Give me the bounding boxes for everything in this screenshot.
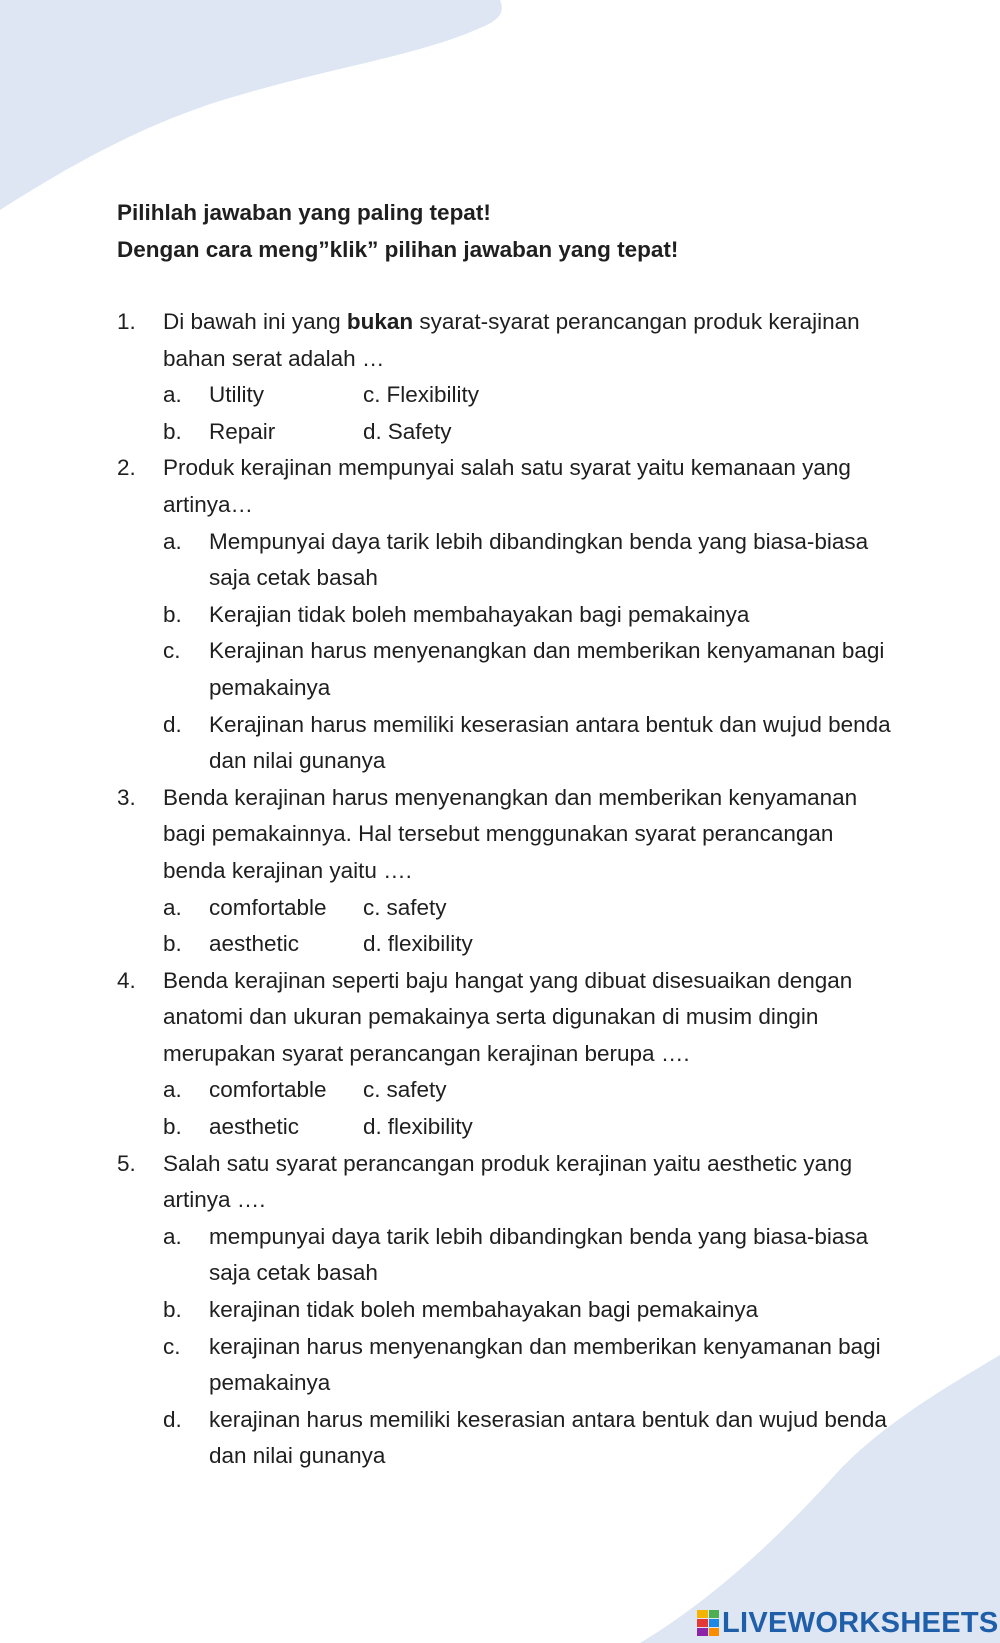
question-text-part: Benda kerajinan seperti baju hangat yang dibuat disesuaikan dengan anatomi dan ukuran pemakainya serta digunakan di musim dingin merupakan syarat perancangan kerajinan berupa ….	[163, 967, 853, 1066]
option-letter: d.	[363, 418, 382, 444]
question-text	[163, 1146, 897, 1219]
option-letter: c.	[363, 894, 381, 920]
question-4	[117, 963, 897, 1146]
logo-tile	[709, 1628, 720, 1636]
question-text	[163, 963, 897, 1073]
option-text: kerajinan tidak boleh membahayakan bagi pemakainya	[209, 1297, 759, 1323]
answer-option-a[interactable]	[163, 890, 363, 927]
option-letter: a.	[163, 894, 182, 920]
answer-option-a[interactable]	[163, 1072, 363, 1109]
answer-option-c[interactable]	[363, 377, 897, 414]
logo-tile	[697, 1619, 708, 1627]
option-letter: c.	[363, 1077, 381, 1103]
question-2	[117, 450, 897, 779]
option-text: Kerajian tidak boleh membahayakan bagi pemakainya	[209, 601, 750, 627]
option-letter: b.	[163, 1114, 182, 1140]
question-3	[117, 780, 897, 963]
logo-tile	[709, 1619, 720, 1627]
answer-options	[163, 1219, 897, 1475]
option-letter: b.	[163, 1297, 182, 1323]
liveworksheets-wordmark: LIVEWORKSHEETS	[722, 1606, 999, 1639]
option-text: Safety	[387, 418, 452, 444]
answer-option-c[interactable]	[363, 1072, 897, 1109]
answer-option-d[interactable]	[163, 1402, 897, 1475]
answer-option-a[interactable]	[163, 377, 363, 414]
answer-options	[163, 377, 897, 450]
option-text: Kerajinan harus menyenangkan dan memberikan kenyamanan bagi pemakainya	[209, 638, 885, 700]
option-letter: c.	[163, 638, 181, 664]
question-text-emphasis: bukan	[346, 309, 414, 334]
answer-option-c[interactable]	[363, 890, 897, 927]
question-number: 5.	[117, 1150, 136, 1176]
option-text: Flexibility	[386, 382, 480, 408]
answer-option-a[interactable]	[163, 524, 897, 597]
option-letter: b.	[163, 418, 182, 444]
liveworksheets-logo	[697, 1607, 999, 1639]
logo-tile	[709, 1610, 720, 1618]
option-text: safety	[386, 894, 447, 920]
question-row	[117, 1146, 897, 1219]
question-row	[117, 304, 897, 377]
option-pair-row	[163, 890, 897, 927]
answer-option-b[interactable]	[163, 1109, 363, 1146]
question-text-part: syarat-syarat perancangan produk kerajinan bahan serat adalah …	[163, 309, 860, 371]
option-letter: a.	[163, 1223, 182, 1249]
question-number: 2.	[117, 455, 136, 481]
instruction-line-1: Pilihlah jawaban yang paling tepat!	[117, 200, 491, 225]
answer-options	[163, 524, 897, 780]
question-text	[163, 780, 897, 890]
top-left-wave-shape	[0, 0, 502, 210]
option-pair-row	[163, 1072, 897, 1109]
question-text	[163, 450, 897, 523]
answer-option-d[interactable]	[163, 707, 897, 780]
option-letter: d.	[363, 1114, 382, 1140]
option-text: comfortable	[209, 1077, 327, 1103]
liveworksheets-logo-icon	[697, 1610, 719, 1636]
option-text: flexibility	[387, 1114, 473, 1140]
option-text: Repair	[209, 418, 276, 444]
question-row	[117, 963, 897, 1073]
instruction-line-2: Dengan cara meng”klik” pilihan jawaban yang tepat!	[117, 236, 679, 262]
question-text-part: Benda kerajinan harus menyenangkan dan memberikan kenyamanan bagi pemakainnya. Hal tersebut menggunakan syarat perancangan benda kerajinan yaitu ….	[163, 784, 858, 883]
question-number: 4.	[117, 967, 136, 993]
question-row	[117, 450, 897, 523]
option-letter: d.	[163, 711, 182, 737]
question-number: 3.	[117, 784, 136, 810]
option-text: mempunyai daya tarik lebih dibandingkan benda yang biasa-biasa saja cetak basah	[209, 1223, 869, 1286]
answer-option-b[interactable]	[163, 1292, 897, 1329]
question-number: 1.	[117, 309, 136, 334]
option-text: Utility	[209, 382, 264, 408]
answer-option-c[interactable]	[163, 633, 897, 706]
option-pair-row	[163, 926, 897, 963]
option-pair-row	[163, 1109, 897, 1146]
answer-option-b[interactable]	[163, 414, 363, 451]
option-text: Mempunyai daya tarik lebih dibandingkan benda yang biasa-biasa saja cetak basah	[209, 528, 869, 591]
question-text	[163, 304, 897, 377]
option-text: kerajinan harus menyenangkan dan memberikan kenyamanan bagi pemakainya	[209, 1333, 881, 1396]
option-letter: b.	[163, 601, 182, 627]
option-text: comfortable	[209, 894, 327, 920]
answer-option-b[interactable]	[163, 597, 897, 634]
option-text: Kerajinan harus memiliki keserasian antara bentuk dan wujud benda dan nilai gunanya	[209, 711, 891, 774]
question-text-part: Di bawah ini yang	[163, 309, 347, 334]
answer-options	[163, 1072, 897, 1145]
answer-options	[163, 890, 897, 963]
answer-option-b[interactable]	[163, 926, 363, 963]
question-list	[117, 304, 897, 1475]
worksheet-content	[117, 195, 897, 1475]
option-letter: d.	[163, 1406, 182, 1432]
option-text: aesthetic	[209, 1114, 300, 1140]
option-letter: c.	[163, 1333, 181, 1359]
option-text: kerajinan harus memiliki keserasian antara bentuk dan wujud benda dan nilai gunanya	[209, 1406, 887, 1469]
answer-option-a[interactable]	[163, 1219, 897, 1292]
option-letter: a.	[163, 382, 182, 408]
option-letter: d.	[363, 931, 382, 957]
answer-option-d[interactable]	[363, 926, 897, 963]
option-text: safety	[386, 1077, 447, 1103]
answer-option-d[interactable]	[363, 414, 897, 451]
option-text: flexibility	[387, 931, 473, 957]
option-letter: a.	[163, 1077, 182, 1103]
option-pair-row	[163, 414, 897, 451]
option-text: aesthetic	[209, 931, 300, 957]
question-row	[117, 780, 897, 890]
question-5	[117, 1146, 897, 1475]
question-1	[117, 304, 897, 450]
answer-option-d[interactable]	[363, 1109, 897, 1146]
option-letter: b.	[163, 931, 182, 957]
option-letter: c.	[363, 382, 381, 408]
question-text-part: Produk kerajinan mempunyai salah satu syarat yaitu kemanaan yang artinya…	[163, 455, 851, 517]
answer-option-c[interactable]	[163, 1329, 897, 1402]
logo-tile	[697, 1610, 708, 1618]
option-pair-row	[163, 377, 897, 414]
option-letter: a.	[163, 528, 182, 554]
logo-tile	[697, 1628, 708, 1636]
question-text-part: Salah satu syarat perancangan produk kerajinan yaitu aesthetic yang artinya ….	[163, 1150, 853, 1213]
